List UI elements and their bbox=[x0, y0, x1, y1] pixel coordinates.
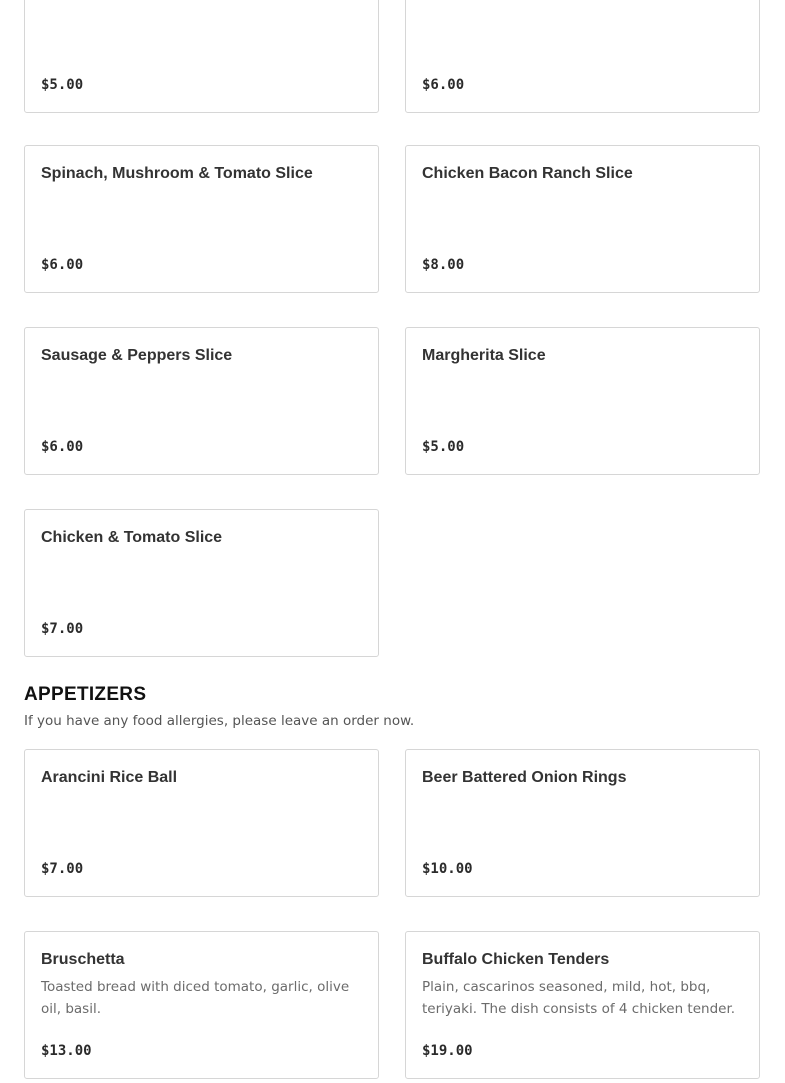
menu-item-name: Chicken Bacon Ranch Slice bbox=[422, 165, 633, 182]
menu-item-card[interactable] bbox=[405, 0, 760, 113]
menu-item-name: Buffalo Chicken Tenders bbox=[422, 951, 610, 968]
section-title: APPETIZERS bbox=[24, 684, 147, 705]
menu-item-name: Spinach, Mushroom & Tomato Slice bbox=[41, 165, 313, 182]
section-note: If you have any food allergies, please leave an order now. bbox=[24, 713, 415, 729]
menu-item-card[interactable] bbox=[24, 145, 379, 293]
menu-item-card[interactable] bbox=[405, 931, 760, 1079]
menu-item-card[interactable] bbox=[24, 749, 379, 897]
menu-item-card[interactable] bbox=[24, 327, 379, 475]
menu-item-card[interactable] bbox=[24, 0, 379, 113]
menu-item-name: Sausage & Peppers Slice bbox=[41, 347, 233, 364]
menu-item-price: $7.00 bbox=[41, 861, 84, 877]
menu-item-price: $8.00 bbox=[422, 257, 465, 273]
menu-item-price: $13.00 bbox=[41, 1043, 92, 1059]
menu-item-name: Chicken & Tomato Slice bbox=[41, 529, 223, 546]
menu-item-description: Toasted bread with diced tomato, garlic, olive oil, basil. bbox=[41, 979, 350, 1017]
menu-item-card[interactable] bbox=[405, 327, 760, 475]
menu-item-description: Plain, cascarinos seasoned, mild, hot, bbq, teriyaki. The dish consists of 4 chicken tender. bbox=[422, 979, 736, 1017]
menu-item-name: Arancini Rice Ball bbox=[41, 769, 178, 786]
menu-item-price: $5.00 bbox=[41, 77, 84, 93]
menu-item-price: $7.00 bbox=[41, 621, 84, 637]
menu-item-name: Bruschetta bbox=[41, 951, 125, 968]
menu-item-price: $6.00 bbox=[422, 77, 465, 93]
menu-item-price: $6.00 bbox=[41, 439, 84, 455]
menu-item-card[interactable] bbox=[405, 145, 760, 293]
menu-item-card[interactable] bbox=[24, 931, 379, 1079]
menu-item-price: $19.00 bbox=[422, 1043, 473, 1059]
menu-item-card[interactable] bbox=[405, 749, 760, 897]
menu-item-price: $10.00 bbox=[422, 861, 473, 877]
menu-item-price: $6.00 bbox=[41, 257, 84, 273]
menu-item-name: Margherita Slice bbox=[422, 347, 546, 364]
menu-item-price: $5.00 bbox=[422, 439, 465, 455]
menu-item-name: Beer Battered Onion Rings bbox=[422, 769, 627, 786]
menu-item-card[interactable] bbox=[24, 509, 379, 657]
